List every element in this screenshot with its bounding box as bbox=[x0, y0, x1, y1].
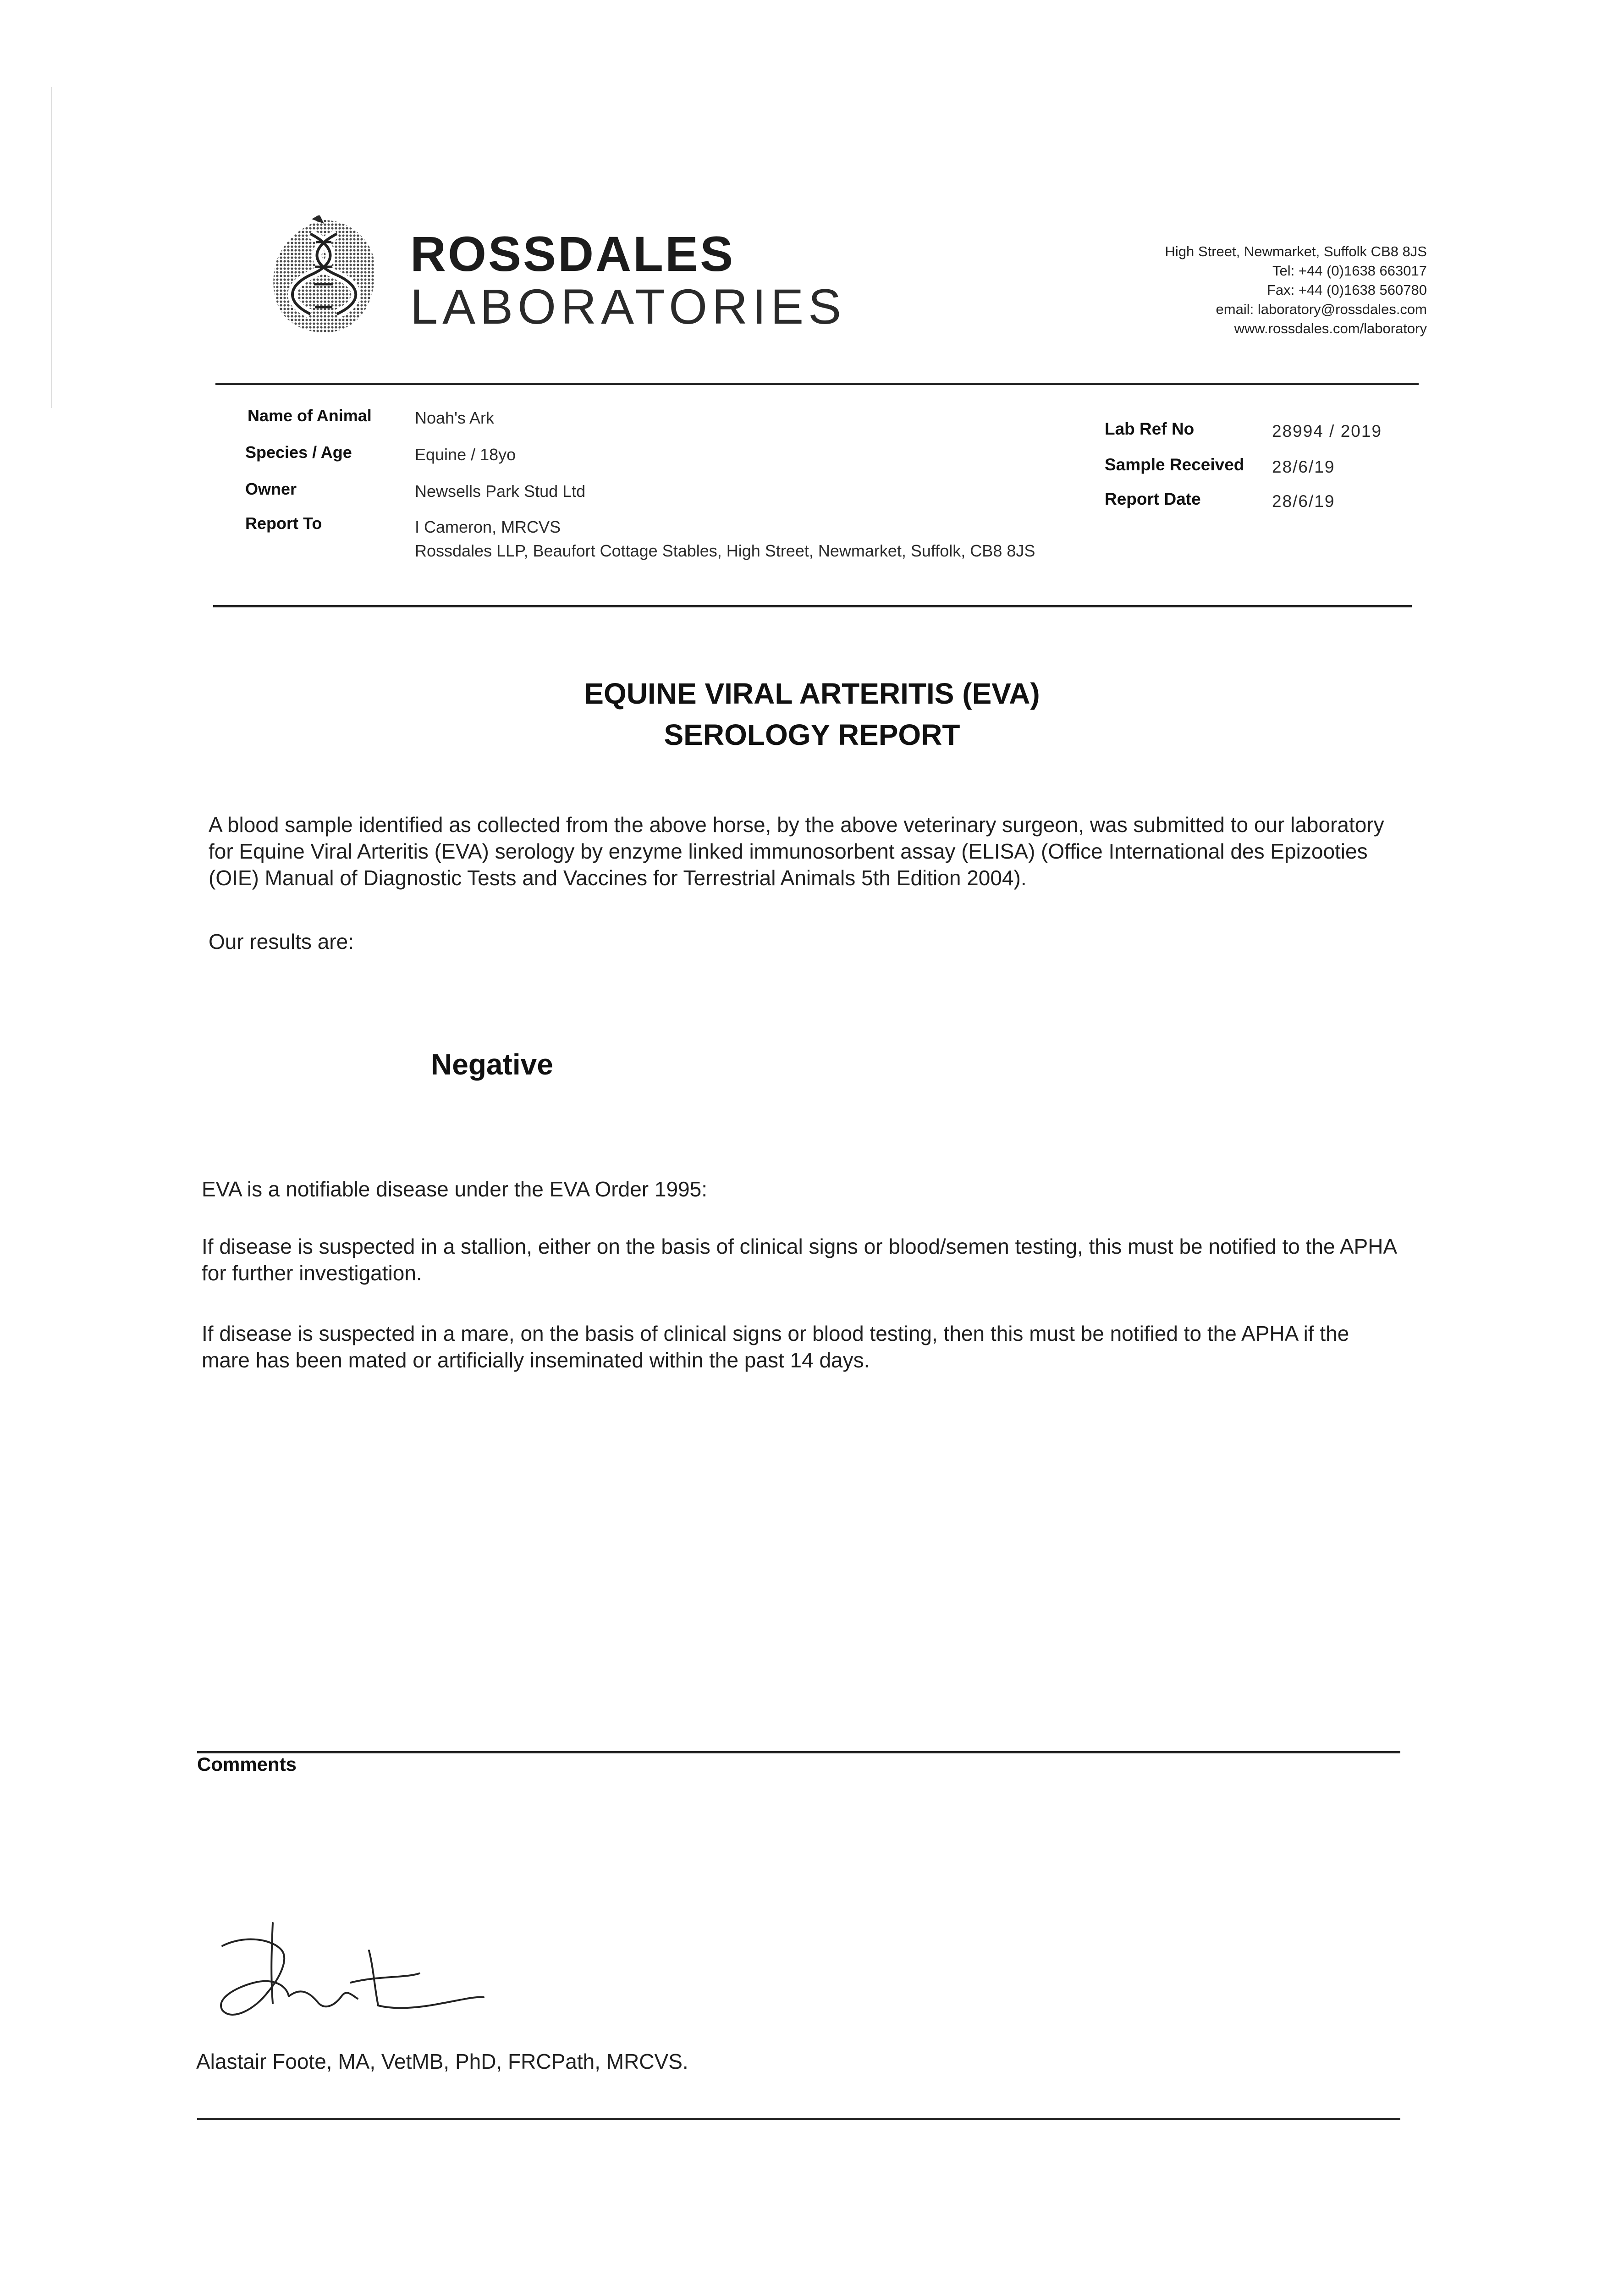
contact-block bbox=[1165, 242, 1427, 338]
handwritten-signature bbox=[204, 1918, 534, 2038]
name-of-animal-label: Name of Animal bbox=[248, 406, 372, 425]
name-of-animal-value: Noah's Ark bbox=[415, 408, 494, 427]
comments-label: Comments bbox=[197, 1753, 297, 1775]
result-value: Negative bbox=[431, 1048, 553, 1081]
report-subtitle: SEROLOGY REPORT bbox=[664, 718, 960, 751]
results-intro: Our results are: bbox=[209, 930, 354, 953]
contact-address: High Street, Newmarket, Suffolk CB8 8JS bbox=[1165, 243, 1427, 259]
report-date-label: Report Date bbox=[1105, 490, 1201, 508]
info-divider bbox=[213, 605, 1412, 607]
report-title: EQUINE VIRAL ARTERITIS (EVA) bbox=[584, 677, 1040, 710]
lab-ref-value: 28994 / 2019 bbox=[1272, 422, 1382, 441]
intro-paragraph: A blood sample identified as collected from the above horse, by the above veterinary surgeon, was submitted to our laboratory for Equine Viral Arteritis (EVA) serology by enzyme linked immunosorbent assay (ELISA) (Office International des Epizooties (OIE) Manual of Diagnostic Tests and Vaccines for Terrestrial Animals 5th Edition 2004). bbox=[209, 813, 1384, 890]
owner-label: Owner bbox=[245, 479, 297, 498]
logo-wordmark-bottom: LABORATORIES bbox=[410, 279, 846, 334]
report-date-value: 28/6/19 bbox=[1272, 492, 1335, 511]
dna-horse-logo-icon bbox=[268, 215, 378, 335]
contact-tel: Tel: +44 (0)1638 663017 bbox=[1272, 263, 1427, 279]
footer-divider bbox=[197, 2118, 1400, 2120]
scan-margin-mark bbox=[51, 87, 52, 408]
sample-received-value: 28/6/19 bbox=[1272, 457, 1335, 476]
stallion-note: If disease is suspected in a stallion, either on the basis of clinical signs or blood/semen testing, this must be notified to the APHA for further investigation. bbox=[202, 1234, 1396, 1285]
species-age-label: Species / Age bbox=[245, 443, 352, 462]
species-age-value: Equine / 18yo bbox=[415, 445, 516, 464]
contact-website[interactable]: www.rossdales.com/laboratory bbox=[1234, 320, 1427, 336]
report-to-address: Rossdales LLP, Beaufort Cottage Stables, High Street, Newmarket, Suffolk, CB8 8JS bbox=[415, 541, 1035, 560]
mare-note: If disease is suspected in a mare, on the basis of clinical signs or blood testing, then this must be notified to the APHA if the mare has been mated or artificially inseminated within the past 14 days. bbox=[202, 1322, 1349, 1372]
sample-received-label: Sample Received bbox=[1105, 455, 1244, 474]
contact-fax: Fax: +44 (0)1638 560780 bbox=[1266, 282, 1427, 298]
header-divider bbox=[215, 383, 1419, 385]
signer-name: Alastair Foote, MA, VetMB, PhD, FRCPath, MRCVS. bbox=[196, 2050, 688, 2073]
owner-value: Newsells Park Stud Ltd bbox=[415, 482, 586, 501]
notifiable-statement: EVA is a notifiable disease under the EVA Order 1995: bbox=[202, 1177, 707, 1201]
contact-email[interactable]: email: laboratory@rossdales.com bbox=[1216, 301, 1427, 317]
logo-wordmark-top: ROSSDALES bbox=[410, 226, 735, 281]
comments-divider bbox=[197, 1751, 1400, 1753]
report-to-label: Report To bbox=[245, 514, 322, 533]
lab-ref-label: Lab Ref No bbox=[1105, 419, 1195, 438]
report-to-name: I Cameron, MRCVS bbox=[415, 518, 561, 536]
